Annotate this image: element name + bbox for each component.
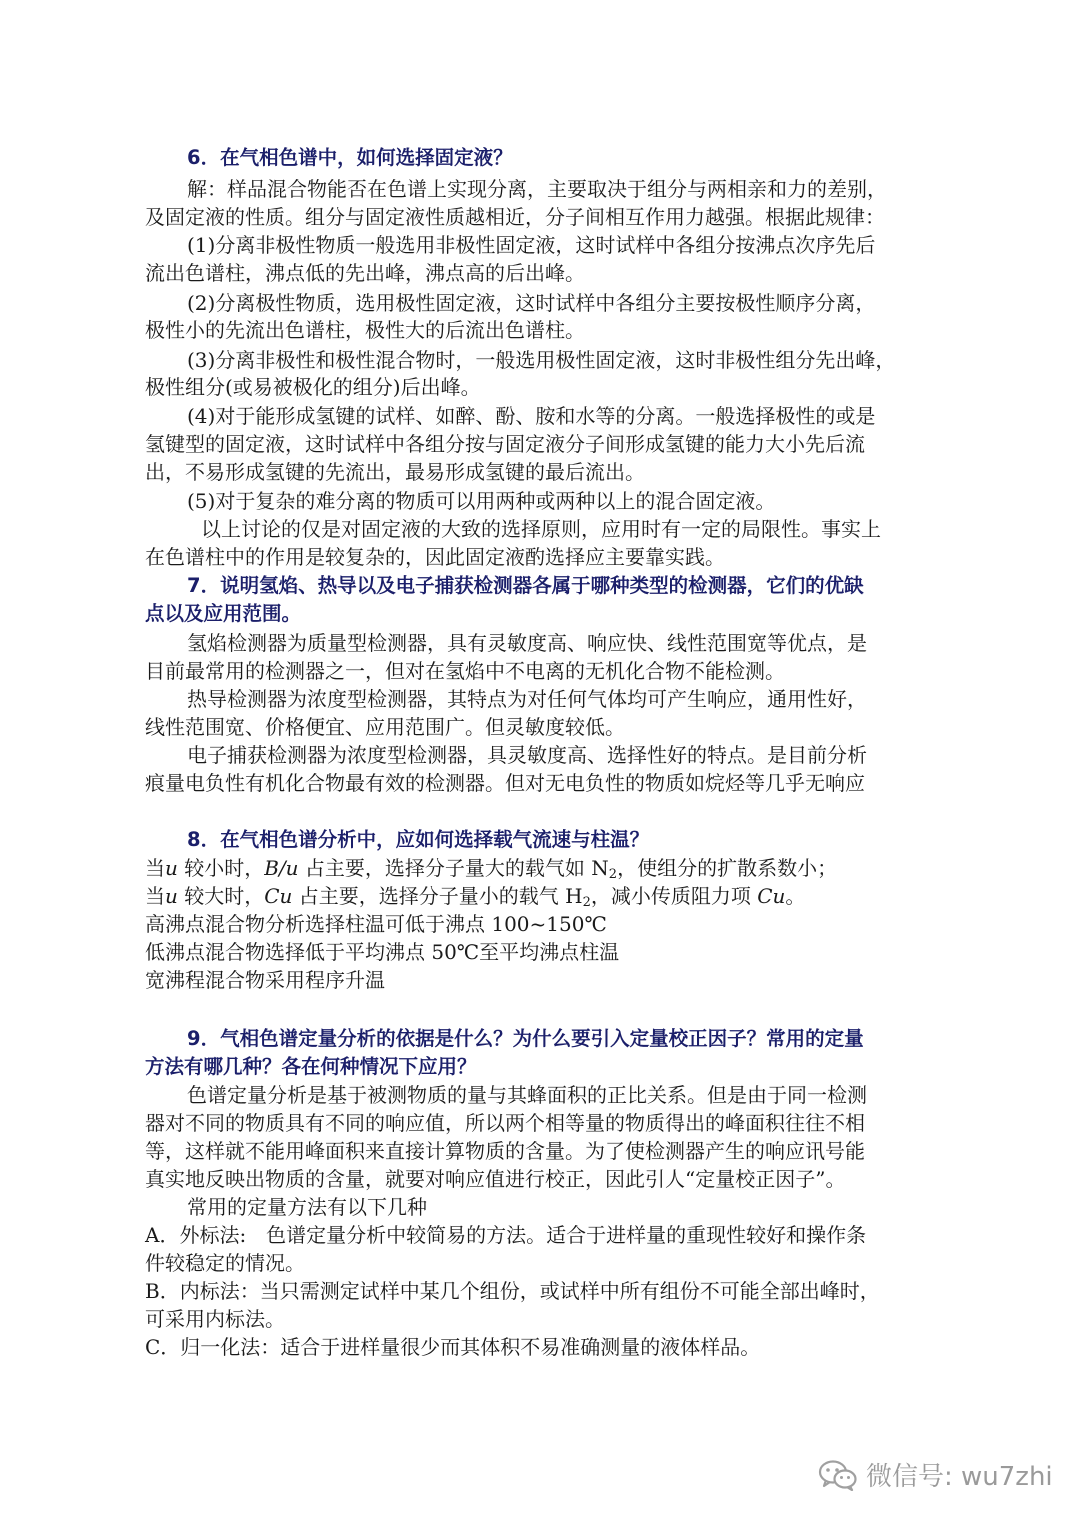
text-run: ，使组分的扩散系数小； <box>617 856 838 880</box>
q9-answer-line: 等，这样就不能用峰面积来直接计算物质的含量。为了使检测器产生的响应讯号能 <box>145 1139 865 1163</box>
q6-rule-line: 流出色谱柱，沸点低的先出峰，沸点高的后出峰。 <box>145 261 585 285</box>
q6-summary-line: 以上讨论的仅是对固定液的大致的选择原则，应用时有一定的局限性。事实上 <box>201 517 881 541</box>
text-run: 占主要，选择分子量大的载气如 N <box>298 856 609 880</box>
q7-answer-line: 线性范围宽、价格便宜、应用范围广。但灵敏度较低。 <box>145 715 625 739</box>
q9-method-line: B．内标法：当只需测定试样中某几个组份，或试样中所有组份不可能全部出峰时， <box>145 1279 880 1303</box>
text-run: 占主要，选择分子量小的载气 H <box>292 884 583 908</box>
q9-method-line: C．归一化法：适合于进样量很少而其体积不易准确测量的液体样品。 <box>145 1335 761 1359</box>
q8-answer-line <box>145 854 837 882</box>
text-run: 当 <box>145 884 165 908</box>
question-6-title: 6．在气相色谱中，如何选择固定液？ <box>187 146 513 169</box>
q7-answer-line: 目前最常用的检测器之一，但对在氢焰中不电离的无机化合物不能检测。 <box>145 659 785 683</box>
q9-answer-line: 色谱定量分析是基于被测物质的量与其蜂面积的正比关系。但是由于同一检测 <box>187 1083 867 1107</box>
q7-answer-line: 热导检测器为浓度型检测器，其特点为对任何气体均可产生响应，通用性好， <box>187 687 867 711</box>
q9-answer-line: 器对不同的物质具有不同的响应值，所以两个相等量的物质得出的峰面积往往不相 <box>145 1111 865 1135</box>
q9-method-line: 可采用内标法。 <box>145 1307 285 1331</box>
text-run: 当 <box>145 856 165 880</box>
q7-answer-line: 氢焰检测器为质量型检测器，具有灵敏度高、响应快、线性范围宽等优点，是 <box>187 631 867 655</box>
question-9-title: 方法有哪几种？各在何种情况下应用？ <box>145 1055 477 1078</box>
symbol-cu: Cu <box>757 884 786 908</box>
q6-answer-line: 及固定液的性质。组分与固定液性质越相近，分子间相互作用力越强。根据此规律： <box>145 205 885 229</box>
subscript: 2 <box>582 895 591 910</box>
q6-rule-line: 出，不易形成氢键的先流出，最易形成氢键的最后流出。 <box>145 460 645 484</box>
q7-answer-line: 痕量电负性有机化合物最有效的检测器。但对无电负性的物质如烷烃等几乎无响应 <box>145 771 865 795</box>
text-run: ，减小传质阻力项 <box>590 884 758 908</box>
q6-rule-line: (2)分离极性物质，选用极性固定液，这时试样中各组分主要按极性顺序分离， <box>187 291 876 315</box>
q9-method-line: 件较稳定的情况。 <box>145 1251 305 1275</box>
question-7-title: 点以及应用范围。 <box>145 602 302 625</box>
q8-answer-line <box>145 882 805 910</box>
q6-summary-line: 在色谱柱中的作用是较复杂的，因此固定液酌选择应主要靠实践。 <box>145 545 725 569</box>
q8-answer-line: 宽沸程混合物采用程序升温 <box>145 968 385 992</box>
question-7-title: 7．说明氢焰、热导以及电子捕获检测器各属于哪种类型的检测器，它们的优缺 <box>187 574 864 597</box>
text-run: 。 <box>785 884 806 908</box>
q6-rule-line: 极性小的先流出色谱柱，极性大的后流出色谱柱。 <box>145 318 585 342</box>
q6-rule-line: (1)分离非极性物质一般选用非极性固定液，这时试样中各组分按沸点次序先后 <box>187 233 876 257</box>
question-9-title: 9．气相色谱定量分析的依据是什么？为什么要引入定量校正因子？常用的定量 <box>187 1027 864 1050</box>
q8-answer-line: 低沸点混合物选择低于平均沸点 50℃至平均沸点柱温 <box>145 940 620 964</box>
symbol-cu: Cu <box>264 884 293 908</box>
q8-answer-line: 高沸点混合物分析选择柱温可低于沸点 100~150℃ <box>145 912 607 936</box>
symbol-u: u <box>165 856 178 880</box>
q9-answer-line: 真实地反映出物质的含量，就要对响应值进行校正，因此引人“定量校正因子”。 <box>145 1167 846 1191</box>
symbol-b-over-u: B/u <box>264 856 299 880</box>
watermark-text: 微信号: wu7zhi <box>866 1462 1053 1492</box>
q9-method-line: A．外标法: 色谱定量分析中较简易的方法。适合于进样量的重现性较好和操作条 <box>145 1223 867 1247</box>
q6-rule-line: (4)对于能形成氢键的试样、如醉、酚、胺和水等的分离。一般选择极性的或是 <box>187 404 876 428</box>
q6-rule-line: 氢键型的固定液，这时试样中各组分按与固定液分子间形成氢键的能力大小先后流 <box>145 432 865 456</box>
question-8-title: 8．在气相色谱分析中，应如何选择载气流速与柱温？ <box>187 828 650 851</box>
wechat-icon <box>818 1459 858 1491</box>
q6-rule-line: (3)分离非极性和极性混合物时，一般选用极性固定液，这时非极性组分先出峰， <box>187 348 896 372</box>
q6-answer-line: 解：样品混合物能否在色谱上实现分离，主要取决于组分与两相亲和力的差别， <box>187 177 887 201</box>
q9-answer-line: 常用的定量方法有以下几种 <box>187 1195 427 1219</box>
q6-rule-line: (5)对于复杂的难分离的物质可以用两种或两种以上的混合固定液。 <box>187 489 776 513</box>
text-run: 较小时， <box>177 856 265 880</box>
text-run: 较大时， <box>177 884 265 908</box>
subscript: 2 <box>608 867 618 882</box>
symbol-u: u <box>165 884 178 908</box>
q6-rule-line: 极性组分(或易被极化的组分)后出峰。 <box>145 375 481 399</box>
wechat-watermark <box>818 1456 1053 1493</box>
q7-answer-line: 电子捕获检测器为浓度型检测器，具灵敏度高、选择性好的特点。是目前分析 <box>187 743 867 767</box>
